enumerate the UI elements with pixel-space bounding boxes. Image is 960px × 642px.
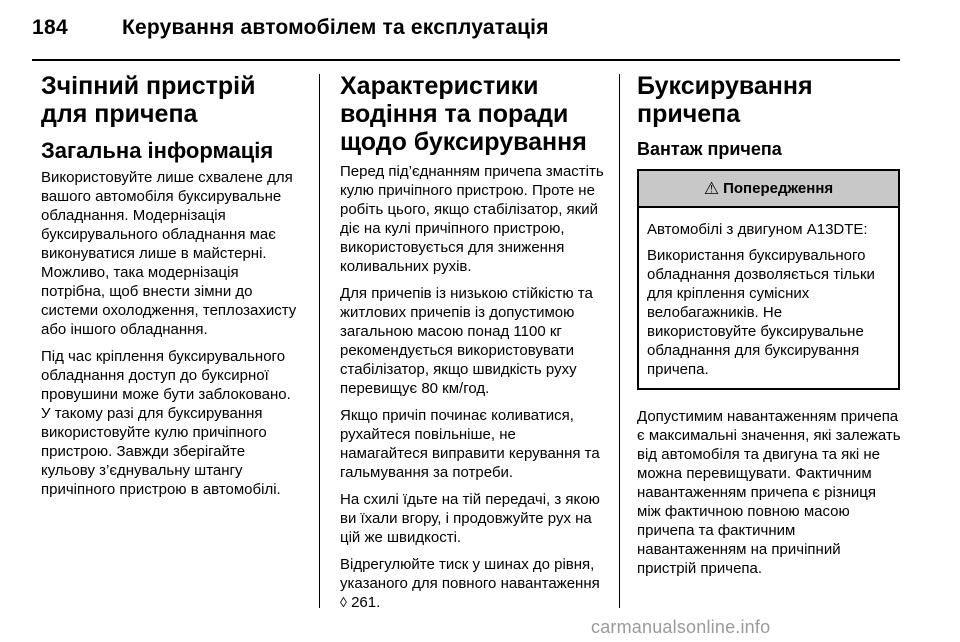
column-divider [619,74,620,608]
warning-header [639,171,898,208]
paragraph: Якщо причіп починає коливатися, рухайтеся повільніше, не намагайтеся виправити керування та гальмування за потреби. [340,407,600,481]
section-title: Буксирування причепа [637,72,813,128]
paragraph: Перед під’єднанням причепа змастіть кулю причіпного пристрою. Проте не робіть цього, якщо стабілізатор, який діє на кулі причіпного пристрою, використовується для зниження коливальних рухів. [340,163,604,275]
paragraph: Допустимим навантаженням причепа є максимальні значення, які залежать від автомобіля та двигуна та які не можна перевищувати. Фактичним навантаженням причепа є різниця між фактичною повною масою причепа та фактичним навантаженням на причіпний пристрій причепа. [637,408,901,577]
column-divider [319,74,320,608]
chapter-title: Керування автомобілем та експлуатація [122,16,549,39]
paragraph-text: Відрегулюйте тиск у шинах до рівня, указаного для повного навантаження [340,556,600,592]
page-number: 184 [32,16,68,39]
column-2 [340,72,605,620]
column-3 [637,72,902,578]
watermark: carmanualsonline.info [591,617,771,637]
paragraph-with-reference [340,555,605,612]
warning-paragraph: Використання буксирувального обладнання дозволяється тільки для кріплення сумісних велобагажників. Не використовуйте буксирувальне обладнання для буксирування причепа. [647,247,875,378]
page-reference-link[interactable]: 261. [351,594,381,611]
column-1 [41,72,303,507]
paragraph: Використовуйте лише схвалене для вашого автомобіля буксирувальне обладнання. Модернізація буксирувального обладнання має виконуватися лише в майстерні. Можливо, така модернізація потрібна, щоб внести зімни до системи охолодження, теплозахисту або іншого обладнання. [41,169,297,338]
section-subtitle: Загальна інформація [41,138,274,163]
paragraph: Під час кріплення буксирувального обладнання доступ до буксирної провушини може бути заблоковано. У такому разі для буксирування використовуйте кулю причіпного пристрою. Завжди зберігайте кульову з’єднувальну штангу причіпного пристрою в автомобілі. [41,348,291,498]
warning-paragraph: Автомобілі з двигуном A13DTE: [647,221,868,238]
page-header [32,10,932,50]
warning-body [639,208,898,388]
paragraph: На схилі їдьте на тій передачі, з якою ви їхали вгору, і продовжуйте рух на цій же швидкості. [340,491,600,546]
section-title: Зчіпний пристрій для причепа [41,72,256,128]
section-title: Характеристики водіння та поради щодо буксирування [340,72,587,156]
warning-label: Попередження [723,180,834,197]
header-rule [32,59,900,61]
warning-box [637,169,900,390]
paragraph: Для причепів із низькою стійкістю та житлових причепів із допустимою загальною масою понад 1100 кг рекомендується використовувати стабілізатор, якщо швидкість руху перевищує 80 км/год. [340,285,593,397]
page-reference-icon: ◊ [340,594,347,610]
warning-icon: ⚠ [703,178,720,198]
section-subtitle: Вантаж причепа [637,139,782,159]
